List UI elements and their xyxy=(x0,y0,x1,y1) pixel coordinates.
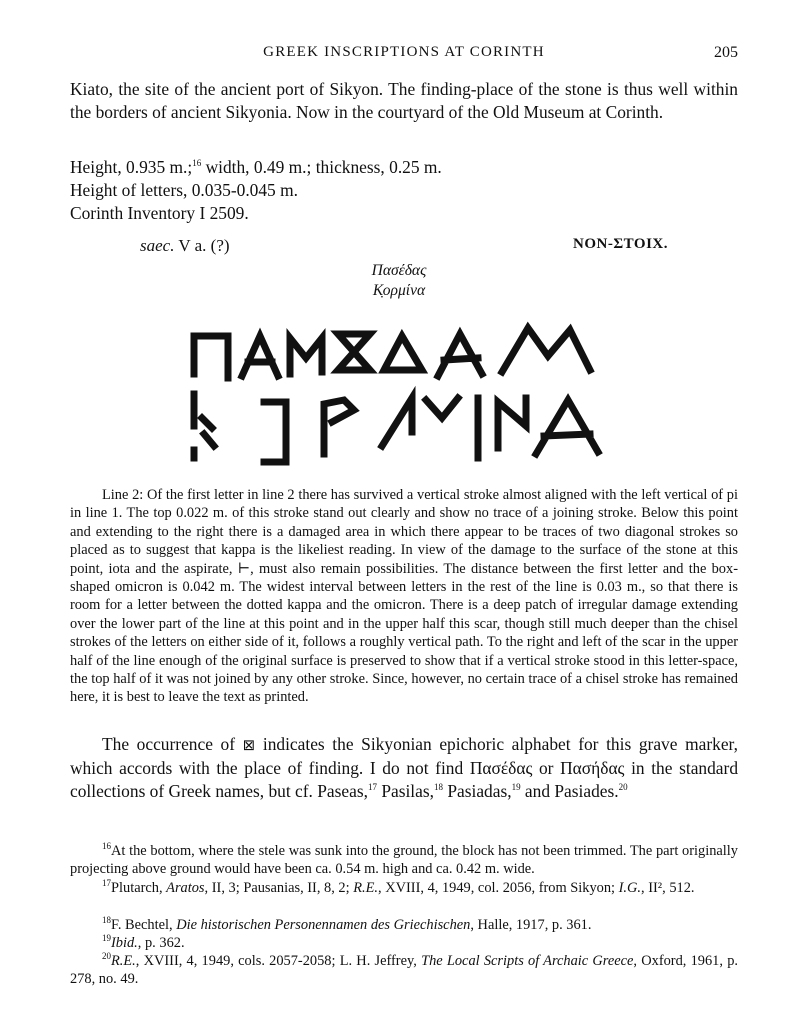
footnote-text: , XVIII, 4, 1949, cols. 2057-2058; L. H. Jeffrey, xyxy=(135,953,422,969)
line-2-note: Line 2: Of the first letter in line 2 there has survived a vertical stroke almost aligned with the left vertical of pi in line 1. The top 0.022 m. of this stroke stand out clearly and show no trace of a joining stroke. Below this point and extending to the right there is a damaged area in which there appear to be traces of two diagonal strokes so placed as to suggest that kappa is the likeliest reading. In view of the damage to the surface of the stone at this point, iota and the aspirate, ⊢, must also remain possibilities. The distance between the first letter and the box-shaped omicron is 0.042 m. The widest interval between letters in the rest of the line is 0.03 m., so that there is room for a letter between the dotted kappa and the omicron. There is a deep patch of irregular damage extending over the lower part of the line at this point and in the upper half this scar, though still much deeper than the chisel strokes of the letters on either side of it, follows a roughly vertical path. To the right and left of the scar in the upper half of the line enough of the original surface is preserved to show that if a vertical stroke stood in this letter-space, the top half of it was not joined by any other stroke. Since, however, no certain trace of a chisel stroke has remained here, it is best to leave the text as printed. xyxy=(70,487,738,706)
footnote-text: At the bottom, where the stele was sunk into the ground, the block has not been trimmed. The part originally projecting above ground would have been ca. 0.54 m. high and ca. 0.42 m. wide. xyxy=(70,843,738,878)
commentary-text-3: or xyxy=(532,758,561,778)
footnote-18 xyxy=(70,916,738,934)
running-title: GREEK INSCRIPTIONS AT CORINTH xyxy=(263,44,545,60)
letter-mu-3 xyxy=(382,398,412,446)
letter-san xyxy=(338,334,370,370)
letter-nu xyxy=(498,398,526,448)
footnote-italic: R.E. xyxy=(353,880,379,896)
footnote-italic: R.E. xyxy=(111,953,136,969)
letter-omicron xyxy=(264,402,286,462)
greek-name-2: Πασήδας xyxy=(560,758,625,778)
inscription-drawing xyxy=(180,318,620,474)
width-thickness-text: width, 0.49 m.; thickness, 0.25 m. xyxy=(201,157,442,177)
footnote-italic: Ibid. xyxy=(111,935,138,951)
letter-height-line: Height of letters, 0.035-0.045 m. xyxy=(70,180,298,200)
letter-kappa-dotted xyxy=(194,394,214,446)
commentary-text-1: The occurrence of xyxy=(102,734,243,754)
commentary-paragraph xyxy=(70,733,738,803)
footnote-text: , XVIII, 4, 1949, col. 2056, from Sikyon; xyxy=(378,880,619,896)
footnote-ref-19: 19 xyxy=(511,782,521,793)
letter-alpha-2 xyxy=(438,334,482,376)
letter-mu-1 xyxy=(290,338,322,374)
footnote-number: 16 xyxy=(102,841,111,852)
footnote-ref-18: 18 xyxy=(433,782,443,793)
commentary-text-4: in the standard collections of Greek names, but cf. Paseas, xyxy=(70,758,739,801)
letter-alpha-3 xyxy=(536,400,598,454)
dimensions-block xyxy=(70,156,738,225)
footnote-16 xyxy=(70,842,738,878)
stoichedon-label: NON-ΣΤΟΙΧ. xyxy=(573,236,668,252)
footnote-text: , Halle, 1917, p. 361. xyxy=(470,917,592,933)
intro-paragraph: Kiato, the site of the ancient port of Sikyon. The finding-place of the stone is thus well within the borders of ancient Sikyonia. Now in the courtyard of the Old Museum at Corinth. xyxy=(70,79,738,122)
footnote-text: , p. 362. xyxy=(137,935,185,951)
footnote-text: Plutarch, xyxy=(111,880,167,896)
footnote-number: 19 xyxy=(102,933,111,944)
inventory-line: Corinth Inventory I 2509. xyxy=(70,203,249,223)
footnote-number: 18 xyxy=(102,915,111,926)
date-rest: V a. (?) xyxy=(174,236,230,255)
footnote-text: , Oxford, 1961, p. 278, no. 49. xyxy=(70,953,738,988)
date-label xyxy=(140,236,230,256)
date-italic: saec. xyxy=(140,236,175,255)
greek-text-line-2: Κ̣ορμίνα xyxy=(372,282,426,299)
commentary-text-7: and Pasiades. xyxy=(520,781,619,801)
footnote-italic: The Local Scripts of Archaic Greece xyxy=(421,953,634,969)
footnote-ref-17: 17 xyxy=(367,782,377,793)
footnote-text: F. Bechtel, xyxy=(111,917,177,933)
letter-mu-2 xyxy=(502,328,590,372)
dimensions-line xyxy=(70,156,738,179)
footnote-ref-16: 16 xyxy=(192,158,202,169)
footnote-italic: Die historischen Personennamen des Griechischen xyxy=(176,917,471,933)
height-text: Height, 0.935 m.; xyxy=(70,157,193,177)
letter-alpha-1 xyxy=(242,336,278,376)
footnote-ref-20: 20 xyxy=(618,782,628,793)
inscription-heading xyxy=(140,236,668,260)
commentary-text-5: Pasilas, xyxy=(376,781,434,801)
footnote-19 xyxy=(70,934,738,952)
footnote-17 xyxy=(70,879,738,897)
greek-text-line-1: Πασέδας xyxy=(371,262,427,279)
footnote-italic: Aratos xyxy=(166,880,205,896)
san-symbol: ⊠ xyxy=(242,736,256,754)
footnote-text: , II², 512. xyxy=(641,880,695,896)
footnote-text: , II, 3; Pausanias, II, 8, 2; xyxy=(204,880,354,896)
letter-mu-3b xyxy=(426,398,458,418)
footnote-number: 17 xyxy=(102,878,111,889)
page-number: 205 xyxy=(714,44,738,61)
footnote-italic: I.G. xyxy=(618,880,642,896)
commentary-text-6: Pasiadas, xyxy=(442,781,512,801)
page-header xyxy=(70,44,738,66)
letter-pi xyxy=(194,336,228,378)
footnote-number: 20 xyxy=(102,951,111,962)
letter-rho xyxy=(324,400,354,454)
greek-name-1: Πασέδας xyxy=(469,758,533,778)
commentary-text-2: indicates the Sikyonian epichoric alphabet for this grave marker, which accords with the place of finding. I do not find xyxy=(70,734,738,778)
footnote-20 xyxy=(70,952,738,988)
letter-delta xyxy=(384,336,422,370)
